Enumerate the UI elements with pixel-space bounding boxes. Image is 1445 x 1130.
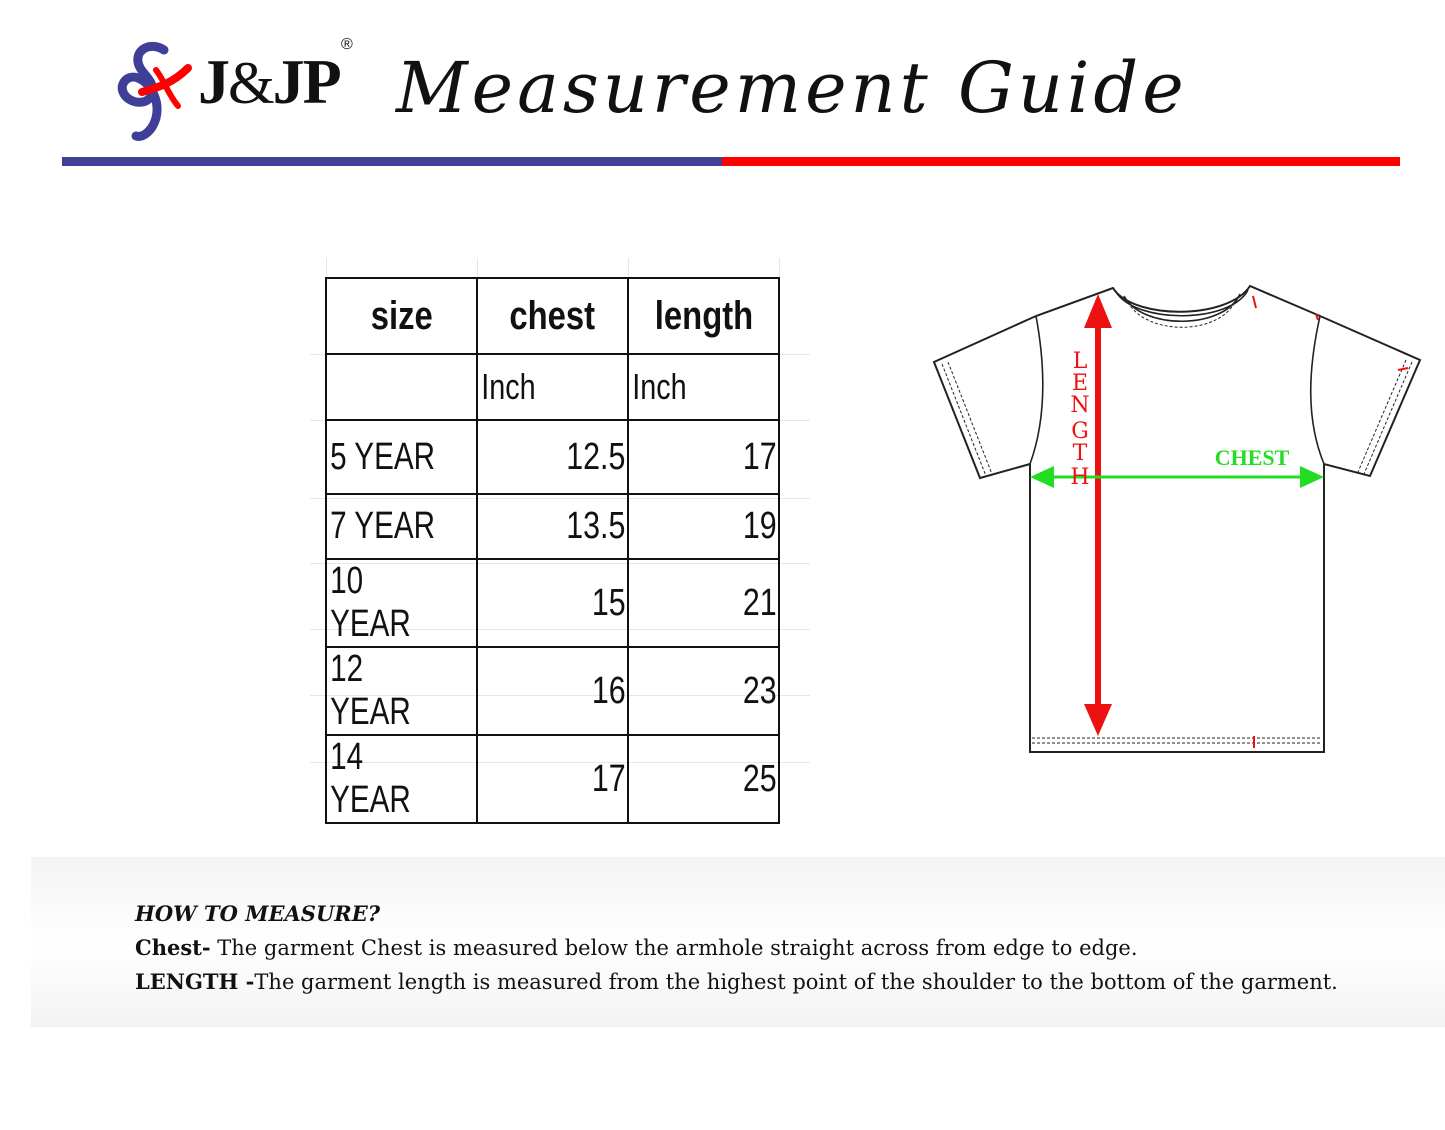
brand-logo-icon (112, 40, 192, 144)
table-unit-row (326, 354, 779, 420)
registered-mark: ® (341, 36, 353, 53)
chest-description: The garment Chest is measured below the armhole straight across from edge to edge. (210, 936, 1138, 960)
table-row (326, 735, 779, 823)
length-letter: L (1072, 349, 1088, 374)
size-cell: 10 YEAR (326, 559, 477, 647)
chest-cell: 16 (477, 647, 628, 735)
chest-term: Chest- (135, 935, 211, 960)
header-rule-blue (62, 157, 722, 166)
column-header-chest: chest (477, 278, 628, 354)
size-cell: 5 YEAR (326, 420, 477, 494)
unit-cell-chest: Inch (477, 354, 628, 420)
chest-instruction (135, 931, 1435, 965)
unit-cell-size (326, 354, 477, 420)
chest-label: CHEST (1214, 445, 1290, 470)
length-cell: 25 (628, 735, 779, 823)
chest-cell: 15 (477, 559, 628, 647)
page-title: Measurement Guide (396, 47, 1188, 129)
length-cell: 21 (628, 559, 779, 647)
chest-cell: 13.5 (477, 494, 628, 559)
length-cell: 23 (628, 647, 779, 735)
table-header-row (326, 278, 779, 354)
header-rule-red (722, 157, 1400, 166)
length-letter: N (1070, 393, 1090, 418)
length-description: The garment length is measured from the highest point of the shoulder to the bottom of the garment. (254, 970, 1338, 994)
length-letter: E (1071, 371, 1089, 396)
length-letter: G (1071, 419, 1089, 444)
size-cell: 14 YEAR (326, 735, 477, 823)
table-row (326, 494, 779, 559)
brand-wordmark: J&JP (198, 46, 340, 117)
length-arrow (1084, 294, 1112, 736)
length-letter: T (1072, 441, 1088, 466)
table-row (326, 559, 779, 647)
column-header-length: length (628, 278, 779, 354)
table-row (326, 420, 779, 494)
instructions-heading: HOW TO MEASURE? (135, 901, 381, 926)
size-cell: 7 YEAR (326, 494, 477, 559)
size-cell: 12 YEAR (326, 647, 477, 735)
chest-cell: 12.5 (477, 420, 628, 494)
length-letter: H (1070, 465, 1090, 490)
table-row (326, 647, 779, 735)
length-term: LENGTH - (135, 969, 255, 994)
chest-cell: 17 (477, 735, 628, 823)
length-cell: 17 (628, 420, 779, 494)
tshirt-outline (934, 286, 1420, 752)
unit-cell-length: Inch (628, 354, 779, 420)
tshirt-diagram (928, 280, 1428, 760)
size-chart-table (325, 277, 780, 824)
column-header-size: size (326, 278, 477, 354)
length-instruction (135, 965, 1435, 999)
measuring-instructions (31, 857, 1445, 1027)
length-cell: 19 (628, 494, 779, 559)
